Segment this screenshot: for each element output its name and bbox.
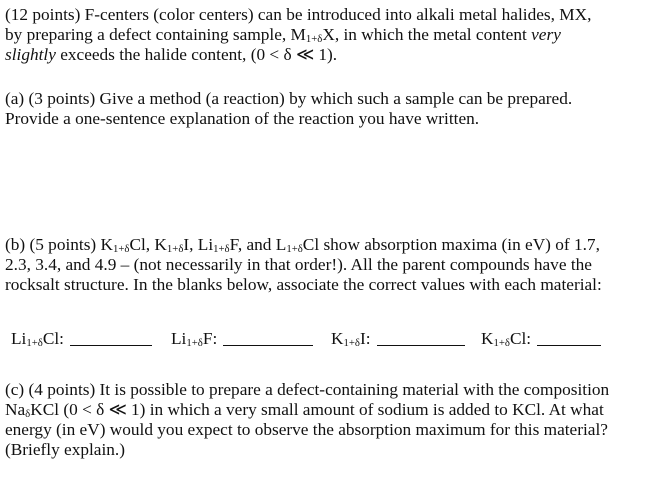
part-c-line-2: [5, 400, 645, 420]
part-a-line-2: Provide a one-sentence explanation of the reaction you have written.: [5, 109, 480, 128]
subscript: 1+δ: [166, 242, 184, 255]
part-c-text: KCl (0 < δ ≪ 1) in which a very small amount of sodium is added to KCl. At what: [30, 400, 604, 419]
blank-label: K: [331, 329, 344, 348]
part-b-line-3: rocksalt structure. In the blanks below, associate the correct values with each material:: [5, 275, 602, 294]
intro-text: X, in which the metal content: [322, 25, 532, 44]
part-b-line-2: 2.3, 3.4, and 4.9 – (not necessarily in that order!). All the parent compounds have the: [5, 255, 592, 274]
part-c-line-3: energy (in eV) would you expect to observe the absorption maximum for this material?: [5, 420, 608, 439]
part-c-line-4: (Briefly explain.): [5, 440, 125, 459]
blank-label: Li: [171, 329, 187, 348]
blank-label: I:: [359, 329, 371, 348]
subscript: 1+δ: [305, 32, 323, 45]
blank-li-cl: [11, 329, 152, 349]
intro-line-3: [5, 45, 645, 65]
intro-paragraph: [5, 5, 645, 65]
emphasis: very: [531, 25, 561, 44]
blank-label: Cl:: [509, 329, 532, 348]
answer-line[interactable]: [377, 331, 465, 346]
blank-k-i: [331, 329, 465, 349]
blank-k-cl: [481, 329, 601, 349]
subscript: 1+δ: [186, 336, 203, 349]
intro-text: by preparing a defect containing sample, M: [5, 25, 306, 44]
part-b-paragraph: [5, 235, 645, 295]
part-b-text: I, Li: [183, 235, 214, 254]
blank-label: F:: [202, 329, 218, 348]
subscript: 1+δ: [343, 336, 360, 349]
answer-line[interactable]: [223, 331, 313, 346]
subscript: 1+δ: [26, 336, 43, 349]
blank-label: Cl:: [42, 329, 64, 348]
answer-line[interactable]: [70, 331, 152, 346]
intro-line-2: [5, 25, 645, 45]
part-c-paragraph: [5, 380, 645, 460]
blank-label: Li: [11, 329, 27, 348]
part-b-line-1: [5, 235, 645, 255]
part-a-line-1: (a) (3 points) Give a method (a reaction) by which such a sample can be prepared.: [5, 89, 573, 108]
answer-blanks: [5, 329, 645, 351]
part-c-text: Na: [5, 400, 26, 419]
part-c-line-1: (c) (4 points) It is possible to prepare a defect-containing material with the composition: [5, 380, 610, 399]
part-b-text: Cl show absorption maxima (in eV) of 1.7,: [302, 235, 600, 254]
subscript: 1+δ: [113, 242, 130, 255]
part-a-paragraph: [5, 89, 645, 129]
blank-li-f: [171, 329, 313, 349]
part-b-text: F, and L: [229, 235, 287, 254]
subscript: δ: [25, 407, 31, 420]
intro-text: exceeds the halide content, (0 < δ ≪ 1).: [55, 45, 338, 64]
subscript: 1+δ: [286, 242, 303, 255]
intro-line-1: (12 points) F-centers (color centers) can be introduced into alkali metal halides, MX,: [5, 5, 592, 24]
part-b-text: (b) (5 points) K: [5, 235, 113, 254]
part-b-text: Cl, K: [129, 235, 167, 254]
emphasis: slightly: [5, 45, 56, 64]
subscript: 1+δ: [213, 242, 230, 255]
answer-line[interactable]: [537, 331, 601, 346]
blank-label: K: [481, 329, 494, 348]
subscript: 1+δ: [493, 336, 510, 349]
